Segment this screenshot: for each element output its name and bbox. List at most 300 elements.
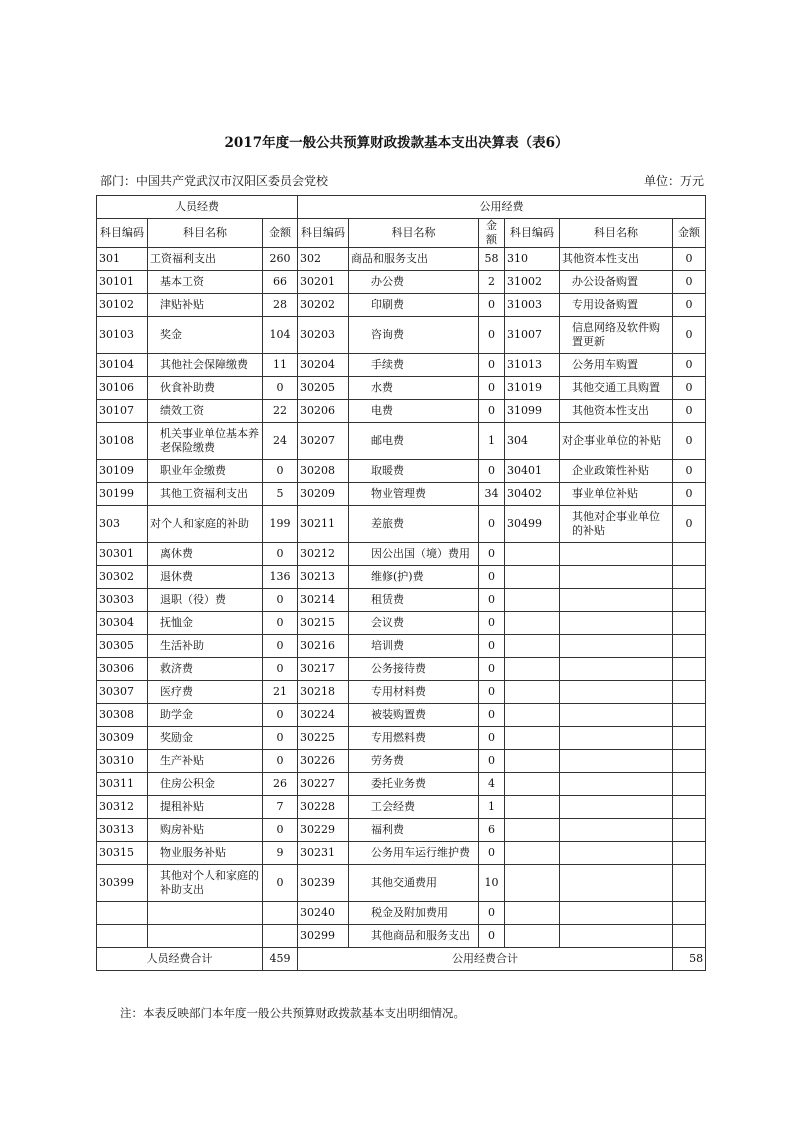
public-amount-cell: 10: [479, 865, 505, 902]
personnel-name-cell: [148, 902, 263, 925]
personnel-code-cell: [97, 925, 148, 948]
public-amount-cell: 0: [479, 681, 505, 704]
table-row: [97, 483, 706, 506]
table-row: [97, 796, 706, 819]
col-name-header: 科目名称: [148, 219, 263, 248]
personnel-name-cell: 离休费: [148, 543, 263, 566]
table-row: [97, 704, 706, 727]
public-name-cell: 水费: [349, 377, 479, 400]
public-amount-cell: 4: [479, 773, 505, 796]
capital-amount-cell: 0: [673, 271, 706, 294]
capital-name-cell: 公务用车购置: [560, 354, 673, 377]
personnel-amount-cell: 0: [263, 460, 298, 483]
public-amount-cell: 34: [479, 483, 505, 506]
capital-name-cell: [560, 635, 673, 658]
public-name-cell: 税金及附加费用: [349, 902, 479, 925]
capital-amount-cell: 0: [673, 317, 706, 354]
capital-code-cell: 31013: [505, 354, 560, 377]
capital-name-cell: [560, 796, 673, 819]
personnel-amount-cell: 0: [263, 658, 298, 681]
personnel-amount-cell: 0: [263, 635, 298, 658]
public-amount-cell: 6: [479, 819, 505, 842]
public-amount-cell: 0: [479, 317, 505, 354]
capital-name-cell: [560, 566, 673, 589]
capital-amount-cell: [673, 566, 706, 589]
public-code-cell: 30217: [298, 658, 349, 681]
capital-code-cell: 31002: [505, 271, 560, 294]
personnel-amount-cell: 9: [263, 842, 298, 865]
unit-label: 单位：万元: [643, 174, 704, 188]
public-name-cell: 因公出国（境）费用: [349, 543, 479, 566]
capital-amount-cell: [673, 819, 706, 842]
capital-code-cell: 30401: [505, 460, 560, 483]
personnel-amount-cell: [263, 902, 298, 925]
personnel-name-cell: 住房公积金: [148, 773, 263, 796]
personnel-name-cell: 医疗费: [148, 681, 263, 704]
public-name-cell: 手续费: [349, 354, 479, 377]
capital-amount-cell: [673, 773, 706, 796]
capital-amount-cell: 0: [673, 294, 706, 317]
public-code-cell: 30212: [298, 543, 349, 566]
personnel-code-cell: 30104: [97, 354, 148, 377]
capital-code-cell: [505, 658, 560, 681]
public-code-cell: 30208: [298, 460, 349, 483]
public-name-cell: 公务接待费: [349, 658, 479, 681]
public-code-cell: 30215: [298, 612, 349, 635]
col-name-header: 科目名称: [560, 219, 673, 248]
capital-name-cell: [560, 750, 673, 773]
col-name-header: 科目名称: [349, 219, 479, 248]
public-amount-cell: 0: [479, 566, 505, 589]
personnel-name-cell: 生产补贴: [148, 750, 263, 773]
capital-code-cell: [505, 681, 560, 704]
capital-code-cell: [505, 796, 560, 819]
personnel-name-cell: 工资福利支出: [148, 248, 263, 271]
personnel-code-cell: 301: [97, 248, 148, 271]
capital-code-cell: 310: [505, 248, 560, 271]
personnel-code-cell: 30313: [97, 819, 148, 842]
capital-amount-cell: [673, 727, 706, 750]
capital-amount-cell: 0: [673, 377, 706, 400]
personnel-total-value: 459: [263, 948, 298, 971]
capital-code-cell: [505, 612, 560, 635]
personnel-amount-cell: 0: [263, 865, 298, 902]
personnel-amount-cell: 0: [263, 727, 298, 750]
capital-name-cell: [560, 658, 673, 681]
public-amount-cell: 0: [479, 842, 505, 865]
personnel-amount-cell: 0: [263, 819, 298, 842]
capital-amount-cell: [673, 865, 706, 902]
capital-name-cell: [560, 543, 673, 566]
personnel-name-cell: 退职（役）费: [148, 589, 263, 612]
capital-name-cell: [560, 681, 673, 704]
public-amount-cell: 0: [479, 460, 505, 483]
capital-amount-cell: [673, 902, 706, 925]
personnel-name-cell: 生活补助: [148, 635, 263, 658]
capital-code-cell: 304: [505, 423, 560, 460]
capital-name-cell: [560, 589, 673, 612]
table-row: [97, 248, 706, 271]
col-code-header: 科目编码: [505, 219, 560, 248]
public-name-cell: 物业管理费: [349, 483, 479, 506]
public-code-cell: 302: [298, 248, 349, 271]
capital-code-cell: [505, 750, 560, 773]
capital-code-cell: 30402: [505, 483, 560, 506]
personnel-amount-cell: 7: [263, 796, 298, 819]
capital-amount-cell: [673, 658, 706, 681]
personnel-name-cell: 抚恤金: [148, 612, 263, 635]
capital-name-cell: 其他资本性支出: [560, 400, 673, 423]
public-amount-cell: 0: [479, 612, 505, 635]
public-name-cell: 咨询费: [349, 317, 479, 354]
public-amount-cell: 0: [479, 400, 505, 423]
capital-name-cell: 其他对企事业单位的补贴: [560, 506, 673, 543]
col-amount-header: 金额: [479, 219, 505, 248]
personnel-amount-cell: 66: [263, 271, 298, 294]
personnel-name-cell: 其他对个人和家庭的补助支出: [148, 865, 263, 902]
public-code-cell: 30299: [298, 925, 349, 948]
capital-amount-cell: 0: [673, 423, 706, 460]
capital-name-cell: 对企事业单位的补贴: [560, 423, 673, 460]
public-code-cell: 30201: [298, 271, 349, 294]
table-row: [97, 925, 706, 948]
personnel-code-cell: 30307: [97, 681, 148, 704]
public-total-value: 58: [673, 948, 706, 971]
capital-code-cell: 31007: [505, 317, 560, 354]
public-amount-cell: 1: [479, 423, 505, 460]
personnel-code-cell: 30109: [97, 460, 148, 483]
capital-code-cell: [505, 704, 560, 727]
public-name-cell: 印刷费: [349, 294, 479, 317]
capital-code-cell: [505, 925, 560, 948]
personnel-name-cell: 对个人和家庭的补助: [148, 506, 263, 543]
public-amount-cell: 0: [479, 543, 505, 566]
personnel-name-cell: 退休费: [148, 566, 263, 589]
capital-name-cell: [560, 902, 673, 925]
capital-amount-cell: 0: [673, 460, 706, 483]
table-row: [97, 865, 706, 902]
public-amount-cell: 0: [479, 506, 505, 543]
public-amount-cell: 1: [479, 796, 505, 819]
capital-code-cell: [505, 842, 560, 865]
personnel-code-cell: 30308: [97, 704, 148, 727]
public-code-cell: 30224: [298, 704, 349, 727]
public-header: 公用经费: [298, 196, 706, 219]
personnel-amount-cell: 199: [263, 506, 298, 543]
personnel-name-cell: 其他社会保障缴费: [148, 354, 263, 377]
capital-amount-cell: [673, 681, 706, 704]
personnel-amount-cell: 28: [263, 294, 298, 317]
public-code-cell: 30204: [298, 354, 349, 377]
personnel-code-cell: 30301: [97, 543, 148, 566]
public-code-cell: 30213: [298, 566, 349, 589]
public-code-cell: 30240: [298, 902, 349, 925]
capital-code-cell: 31003: [505, 294, 560, 317]
table-row: [97, 506, 706, 543]
personnel-amount-cell: 0: [263, 750, 298, 773]
personnel-amount-cell: 260: [263, 248, 298, 271]
personnel-amount-cell: 11: [263, 354, 298, 377]
public-amount-cell: 2: [479, 271, 505, 294]
capital-name-cell: [560, 612, 673, 635]
capital-name-cell: [560, 865, 673, 902]
capital-name-cell: [560, 704, 673, 727]
personnel-name-cell: 伙食补助费: [148, 377, 263, 400]
capital-name-cell: [560, 819, 673, 842]
personnel-name-cell: 购房补贴: [148, 819, 263, 842]
public-name-cell: 专用燃料费: [349, 727, 479, 750]
public-name-cell: 商品和服务支出: [349, 248, 479, 271]
public-name-cell: 电费: [349, 400, 479, 423]
personnel-name-cell: 津贴补贴: [148, 294, 263, 317]
capital-name-cell: 专用设备购置: [560, 294, 673, 317]
personnel-code-cell: 30107: [97, 400, 148, 423]
personnel-code-cell: 30303: [97, 589, 148, 612]
public-code-cell: 30214: [298, 589, 349, 612]
table-row: [97, 400, 706, 423]
personnel-amount-cell: 136: [263, 566, 298, 589]
personnel-code-cell: 30399: [97, 865, 148, 902]
public-code-cell: 30209: [298, 483, 349, 506]
table-row: [97, 423, 706, 460]
personnel-code-cell: 30102: [97, 294, 148, 317]
capital-code-cell: [505, 566, 560, 589]
table-row: [97, 543, 706, 566]
table-row: [97, 589, 706, 612]
capital-amount-cell: [673, 704, 706, 727]
personnel-code-cell: 30305: [97, 635, 148, 658]
personnel-code-cell: 30306: [97, 658, 148, 681]
col-code-header: 科目编码: [97, 219, 148, 248]
public-amount-cell: 0: [479, 925, 505, 948]
table-row: [97, 658, 706, 681]
capital-amount-cell: 0: [673, 483, 706, 506]
personnel-amount-cell: 0: [263, 612, 298, 635]
capital-amount-cell: 0: [673, 354, 706, 377]
capital-amount-cell: [673, 589, 706, 612]
personnel-code-cell: 30311: [97, 773, 148, 796]
personnel-amount-cell: 26: [263, 773, 298, 796]
personnel-name-cell: [148, 925, 263, 948]
personnel-amount-cell: 104: [263, 317, 298, 354]
capital-code-cell: [505, 589, 560, 612]
personnel-name-cell: 机关事业单位基本养老保险缴费: [148, 423, 263, 460]
personnel-name-cell: 奖励金: [148, 727, 263, 750]
personnel-code-cell: 30106: [97, 377, 148, 400]
public-code-cell: 30205: [298, 377, 349, 400]
public-name-cell: 会议费: [349, 612, 479, 635]
personnel-code-cell: 303: [97, 506, 148, 543]
capital-name-cell: 信息网络及软件购置更新: [560, 317, 673, 354]
capital-name-cell: [560, 842, 673, 865]
capital-name-cell: [560, 925, 673, 948]
personnel-name-cell: 其他工资福利支出: [148, 483, 263, 506]
personnel-name-cell: 提租补贴: [148, 796, 263, 819]
public-name-cell: 差旅费: [349, 506, 479, 543]
public-amount-cell: 0: [479, 704, 505, 727]
col-amount-header: 金额: [263, 219, 298, 248]
column-header-row: [97, 219, 706, 248]
public-amount-cell: 0: [479, 377, 505, 400]
capital-amount-cell: [673, 543, 706, 566]
capital-code-cell: [505, 819, 560, 842]
public-code-cell: 30228: [298, 796, 349, 819]
department-label: 部门：中国共产党武汉市汉阳区委员会党校: [100, 174, 329, 188]
personnel-code-cell: 30199: [97, 483, 148, 506]
personnel-amount-cell: 24: [263, 423, 298, 460]
table-row: [97, 612, 706, 635]
public-code-cell: 30211: [298, 506, 349, 543]
table-row: [97, 842, 706, 865]
capital-code-cell: 31019: [505, 377, 560, 400]
personnel-name-cell: 物业服务补贴: [148, 842, 263, 865]
table-row: [97, 681, 706, 704]
public-name-cell: 培训费: [349, 635, 479, 658]
table-row: [97, 271, 706, 294]
public-code-cell: 30207: [298, 423, 349, 460]
personnel-code-cell: 30315: [97, 842, 148, 865]
capital-code-cell: [505, 902, 560, 925]
personnel-code-cell: 30302: [97, 566, 148, 589]
personnel-name-cell: 助学金: [148, 704, 263, 727]
table-row: [97, 354, 706, 377]
public-amount-cell: 0: [479, 294, 505, 317]
public-amount-cell: 58: [479, 248, 505, 271]
public-code-cell: 30216: [298, 635, 349, 658]
personnel-code-cell: 30310: [97, 750, 148, 773]
public-amount-cell: 0: [479, 635, 505, 658]
capital-code-cell: [505, 635, 560, 658]
public-code-cell: 30202: [298, 294, 349, 317]
public-name-cell: 公务用车运行维护费: [349, 842, 479, 865]
public-name-cell: 劳务费: [349, 750, 479, 773]
personnel-header: 人员经费: [97, 196, 298, 219]
public-amount-cell: 0: [479, 750, 505, 773]
capital-amount-cell: [673, 925, 706, 948]
personnel-code-cell: 30304: [97, 612, 148, 635]
capital-code-cell: [505, 773, 560, 796]
totals-row: [97, 948, 706, 971]
table-row: [97, 566, 706, 589]
capital-amount-cell: [673, 612, 706, 635]
capital-amount-cell: [673, 750, 706, 773]
capital-name-cell: 其他交通工具购置: [560, 377, 673, 400]
public-name-cell: 维修(护)费: [349, 566, 479, 589]
personnel-amount-cell: 5: [263, 483, 298, 506]
personnel-amount-cell: 0: [263, 589, 298, 612]
table-row: [97, 750, 706, 773]
public-code-cell: 30218: [298, 681, 349, 704]
personnel-code-cell: 30309: [97, 727, 148, 750]
personnel-amount-cell: 0: [263, 377, 298, 400]
table-row: [97, 294, 706, 317]
public-code-cell: 30239: [298, 865, 349, 902]
public-code-cell: 30203: [298, 317, 349, 354]
personnel-name-cell: 绩效工资: [148, 400, 263, 423]
public-name-cell: 被装购置费: [349, 704, 479, 727]
capital-name-cell: 企业政策性补贴: [560, 460, 673, 483]
capital-code-cell: [505, 865, 560, 902]
col-amount-header: 金额: [673, 219, 706, 248]
table-row: [97, 460, 706, 483]
personnel-amount-cell: 21: [263, 681, 298, 704]
capital-code-cell: [505, 727, 560, 750]
footnote: 注：本表反映部门本年度一般公共预算财政拨款基本支出明细情况。: [120, 1006, 465, 1020]
public-code-cell: 30227: [298, 773, 349, 796]
public-name-cell: 其他商品和服务支出: [349, 925, 479, 948]
personnel-name-cell: 职业年金缴费: [148, 460, 263, 483]
table-row: [97, 377, 706, 400]
personnel-total-label: 人员经费合计: [97, 948, 263, 971]
capital-amount-cell: [673, 635, 706, 658]
public-code-cell: 30229: [298, 819, 349, 842]
public-name-cell: 办公费: [349, 271, 479, 294]
capital-name-cell: [560, 727, 673, 750]
public-name-cell: 取暖费: [349, 460, 479, 483]
table-row: [97, 727, 706, 750]
personnel-amount-cell: 22: [263, 400, 298, 423]
public-code-cell: 30231: [298, 842, 349, 865]
personnel-amount-cell: [263, 925, 298, 948]
personnel-code-cell: [97, 902, 148, 925]
public-name-cell: 福利费: [349, 819, 479, 842]
capital-amount-cell: 0: [673, 400, 706, 423]
capital-name-cell: [560, 773, 673, 796]
public-name-cell: 其他交通费用: [349, 865, 479, 902]
capital-amount-cell: 0: [673, 248, 706, 271]
personnel-code-cell: 30108: [97, 423, 148, 460]
table-row: [97, 773, 706, 796]
public-name-cell: 委托业务费: [349, 773, 479, 796]
capital-name-cell: 办公设备购置: [560, 271, 673, 294]
capital-code-cell: [505, 543, 560, 566]
capital-name-cell: 其他资本性支出: [560, 248, 673, 271]
public-amount-cell: 0: [479, 354, 505, 377]
table-row: [97, 819, 706, 842]
col-code-header: 科目编码: [298, 219, 349, 248]
public-amount-cell: 0: [479, 658, 505, 681]
public-amount-cell: 0: [479, 902, 505, 925]
capital-code-cell: 31099: [505, 400, 560, 423]
capital-amount-cell: [673, 796, 706, 819]
group-header-row: [97, 196, 706, 219]
page-title: 2017年度一般公共预算财政拨款基本支出决算表（表6）: [224, 135, 569, 151]
public-amount-cell: 0: [479, 589, 505, 612]
capital-amount-cell: 0: [673, 506, 706, 543]
public-name-cell: 工会经费: [349, 796, 479, 819]
expenditure-table: [96, 195, 706, 971]
table-row: [97, 317, 706, 354]
capital-name-cell: 事业单位补贴: [560, 483, 673, 506]
public-name-cell: 邮电费: [349, 423, 479, 460]
capital-amount-cell: [673, 842, 706, 865]
personnel-name-cell: 基本工资: [148, 271, 263, 294]
public-name-cell: 专用材料费: [349, 681, 479, 704]
personnel-name-cell: 奖金: [148, 317, 263, 354]
public-code-cell: 30225: [298, 727, 349, 750]
table-row: [97, 635, 706, 658]
public-amount-cell: 0: [479, 727, 505, 750]
personnel-name-cell: 救济费: [148, 658, 263, 681]
personnel-code-cell: 30103: [97, 317, 148, 354]
public-name-cell: 租赁费: [349, 589, 479, 612]
public-code-cell: 30206: [298, 400, 349, 423]
personnel-code-cell: 30312: [97, 796, 148, 819]
capital-code-cell: 30499: [505, 506, 560, 543]
personnel-amount-cell: 0: [263, 543, 298, 566]
public-code-cell: 30226: [298, 750, 349, 773]
public-total-label: 公用经费合计: [298, 948, 673, 971]
